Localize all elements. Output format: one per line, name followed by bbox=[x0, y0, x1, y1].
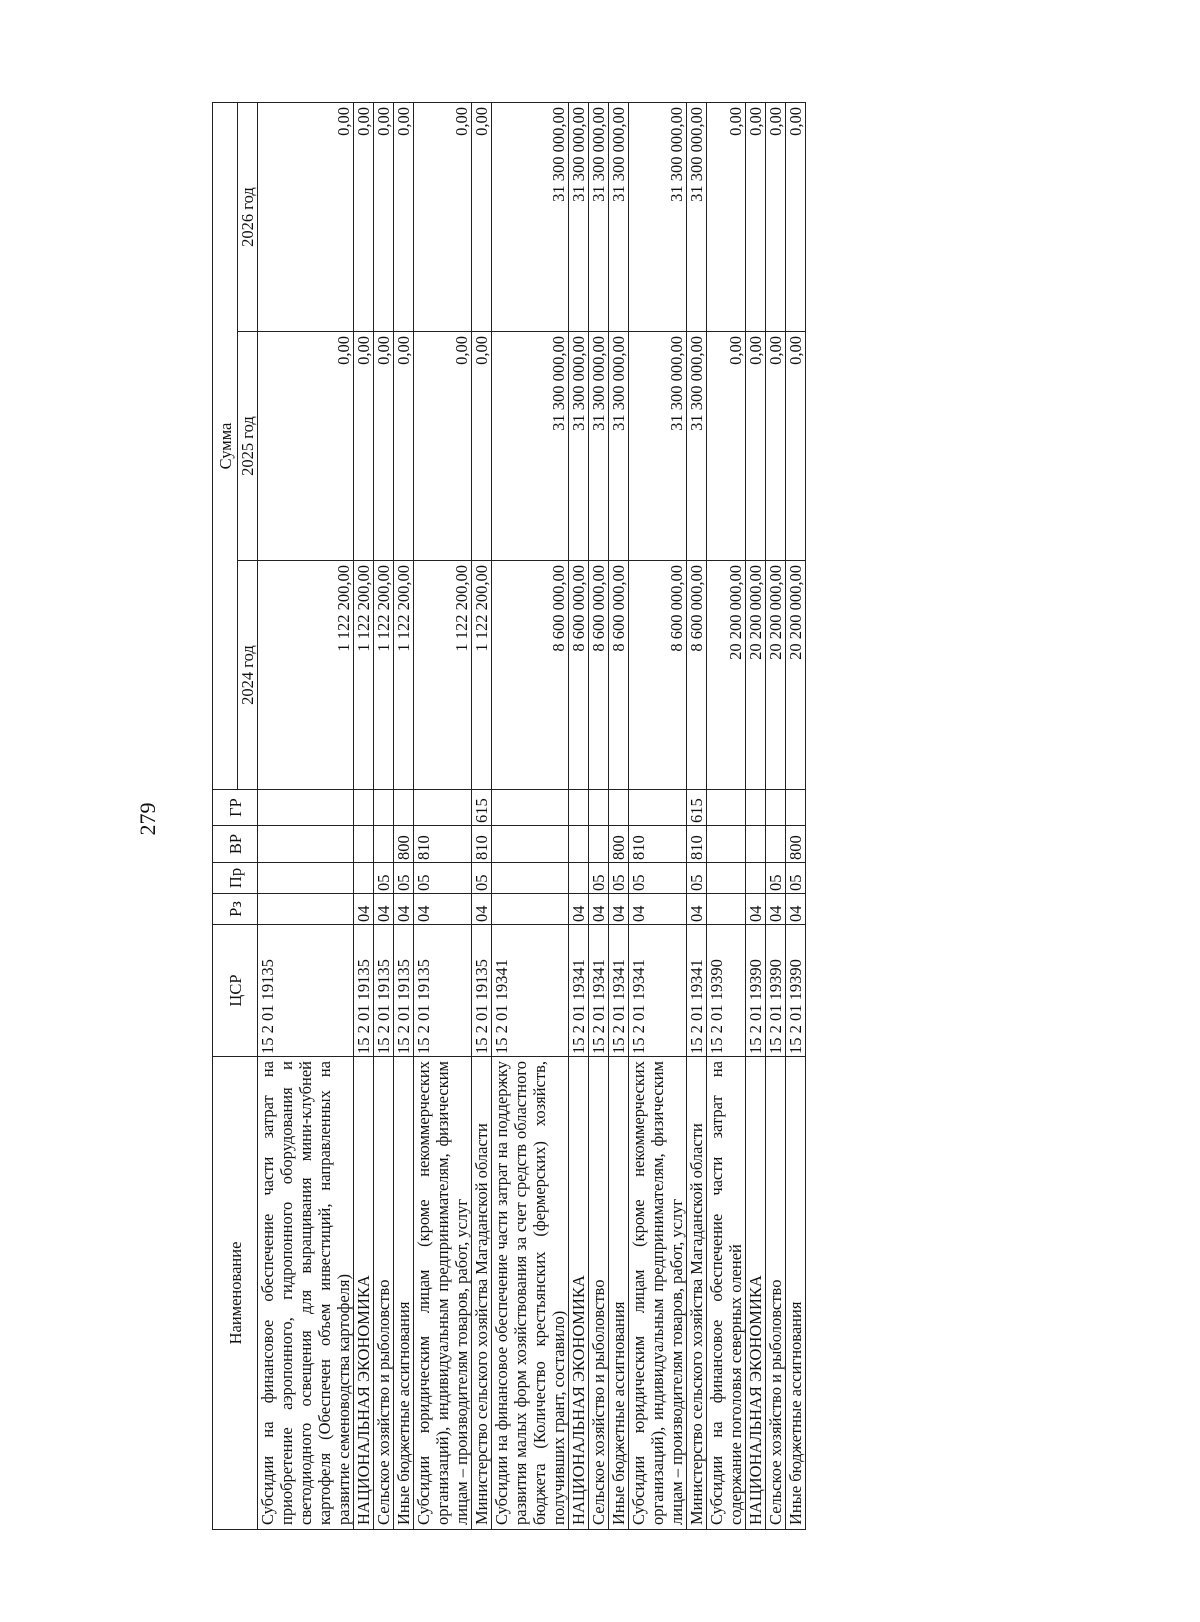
row-sum-2024: 20 200 000,00 bbox=[766, 561, 786, 790]
row-sum-2025: 0,00 bbox=[472, 332, 492, 561]
row-rz bbox=[258, 894, 354, 925]
row-sum-2024: 1 122 200,00 bbox=[258, 561, 354, 790]
row-csr: 15 2 01 19341 bbox=[609, 925, 629, 1057]
row-vr bbox=[707, 826, 746, 863]
table-row bbox=[707, 103, 746, 1530]
row-sum-2024: 20 200 000,00 bbox=[707, 561, 746, 790]
row-sum-2024: 8 600 000,00 bbox=[687, 561, 707, 790]
table-row bbox=[786, 103, 806, 1530]
row-sum-2025: 31 300 000,00 bbox=[589, 332, 609, 561]
row-sum-2024: 1 122 200,00 bbox=[414, 561, 472, 790]
row-sum-2025: 0,00 bbox=[786, 332, 806, 561]
row-sum-2024: 8 600 000,00 bbox=[609, 561, 629, 790]
row-gr bbox=[258, 790, 354, 826]
header-rz: Рз bbox=[213, 894, 258, 925]
page-number: 279 bbox=[135, 802, 160, 836]
row-gr bbox=[746, 790, 766, 826]
row-csr: 15 2 01 19135 bbox=[414, 925, 472, 1057]
row-vr bbox=[589, 826, 609, 863]
row-gr bbox=[374, 790, 394, 826]
header-name: Наименование bbox=[213, 1057, 258, 1530]
row-gr bbox=[354, 790, 374, 826]
row-sum-2026: 0,00 bbox=[746, 103, 766, 332]
table-row bbox=[258, 103, 354, 1530]
row-csr: 15 2 01 19341 bbox=[629, 925, 687, 1057]
table-row bbox=[687, 103, 707, 1530]
row-sum-2024: 8 600 000,00 bbox=[629, 561, 687, 790]
header-year-2025: 2025 год bbox=[238, 332, 258, 561]
row-vr bbox=[354, 826, 374, 863]
row-rz: 04 bbox=[766, 894, 786, 925]
row-sum-2024: 20 200 000,00 bbox=[746, 561, 766, 790]
row-sum-2024: 8 600 000,00 bbox=[589, 561, 609, 790]
table-row bbox=[354, 103, 374, 1530]
row-sum-2026: 0,00 bbox=[394, 103, 414, 332]
row-sum-2026: 0,00 bbox=[414, 103, 472, 332]
row-csr: 15 2 01 19341 bbox=[492, 925, 569, 1057]
row-sum-2024: 20 200 000,00 bbox=[786, 561, 806, 790]
row-rz: 04 bbox=[746, 894, 766, 925]
row-sum-2025: 31 300 000,00 bbox=[687, 332, 707, 561]
row-name: НАЦИОНАЛЬНАЯ ЭКОНОМИКА bbox=[746, 1057, 766, 1530]
row-sum-2026: 0,00 bbox=[472, 103, 492, 332]
header-year-2024: 2024 год bbox=[238, 561, 258, 790]
row-gr bbox=[569, 790, 589, 826]
row-sum-2025: 0,00 bbox=[374, 332, 394, 561]
row-csr: 15 2 01 19135 bbox=[354, 925, 374, 1057]
row-pr: 05 bbox=[786, 863, 806, 894]
row-gr bbox=[629, 790, 687, 826]
table-row bbox=[472, 103, 492, 1530]
table-body bbox=[258, 103, 806, 1530]
row-pr: 05 bbox=[629, 863, 687, 894]
table-row bbox=[609, 103, 629, 1530]
row-name: Иные бюджетные ассигнования bbox=[786, 1057, 806, 1530]
row-sum-2026: 0,00 bbox=[707, 103, 746, 332]
row-sum-2025: 0,00 bbox=[258, 332, 354, 561]
row-csr: 15 2 01 19135 bbox=[394, 925, 414, 1057]
row-gr bbox=[394, 790, 414, 826]
row-pr: 05 bbox=[394, 863, 414, 894]
row-csr: 15 2 01 19390 bbox=[746, 925, 766, 1057]
table-row bbox=[569, 103, 589, 1530]
row-pr: 05 bbox=[766, 863, 786, 894]
row-sum-2024: 1 122 200,00 bbox=[354, 561, 374, 790]
header-row-top bbox=[213, 103, 238, 1530]
table-row bbox=[394, 103, 414, 1530]
row-sum-2025: 0,00 bbox=[394, 332, 414, 561]
row-csr: 15 2 01 19341 bbox=[589, 925, 609, 1057]
table-row bbox=[629, 103, 687, 1530]
row-rz: 04 bbox=[394, 894, 414, 925]
row-vr: 810 bbox=[472, 826, 492, 863]
row-rz: 04 bbox=[374, 894, 394, 925]
row-pr: 05 bbox=[414, 863, 472, 894]
row-csr: 15 2 01 19390 bbox=[786, 925, 806, 1057]
table-row bbox=[492, 103, 569, 1530]
row-sum-2024: 1 122 200,00 bbox=[374, 561, 394, 790]
row-name: Субсидии юридическим лицам (кроме некоммерческих организаций), индивидуальным предпринимателям, физическим лицам – производителям товаров, работ, услуг bbox=[629, 1057, 687, 1530]
row-vr: 810 bbox=[629, 826, 687, 863]
row-name: Сельское хозяйство и рыболовство bbox=[374, 1057, 394, 1530]
row-gr bbox=[786, 790, 806, 826]
header-gr: ГР bbox=[213, 790, 258, 826]
row-sum-2024: 1 122 200,00 bbox=[472, 561, 492, 790]
table-row bbox=[589, 103, 609, 1530]
row-vr bbox=[569, 826, 589, 863]
row-sum-2026: 0,00 bbox=[354, 103, 374, 332]
row-name: Сельское хозяйство и рыболовство bbox=[589, 1057, 609, 1530]
row-sum-2025: 0,00 bbox=[707, 332, 746, 561]
row-gr bbox=[766, 790, 786, 826]
row-sum-2024: 8 600 000,00 bbox=[492, 561, 569, 790]
row-name: Министерство сельского хозяйства Магаданской области bbox=[687, 1057, 707, 1530]
row-sum-2026: 31 300 000,00 bbox=[609, 103, 629, 332]
row-csr: 15 2 01 19135 bbox=[258, 925, 354, 1057]
row-vr bbox=[492, 826, 569, 863]
table-row bbox=[746, 103, 766, 1530]
budget-table bbox=[212, 102, 806, 1530]
row-pr bbox=[569, 863, 589, 894]
row-csr: 15 2 01 19390 bbox=[707, 925, 746, 1057]
row-sum-2026: 0,00 bbox=[766, 103, 786, 332]
header-csr: ЦСР bbox=[213, 925, 258, 1057]
row-csr: 15 2 01 19135 bbox=[472, 925, 492, 1057]
row-csr: 15 2 01 19341 bbox=[569, 925, 589, 1057]
row-rz: 04 bbox=[472, 894, 492, 925]
row-vr: 800 bbox=[786, 826, 806, 863]
row-csr: 15 2 01 19390 bbox=[766, 925, 786, 1057]
row-sum-2025: 0,00 bbox=[766, 332, 786, 561]
row-rz: 04 bbox=[589, 894, 609, 925]
row-sum-2024: 1 122 200,00 bbox=[394, 561, 414, 790]
row-sum-2026: 31 300 000,00 bbox=[589, 103, 609, 332]
row-sum-2024: 8 600 000,00 bbox=[569, 561, 589, 790]
header-year-2026: 2026 год bbox=[238, 103, 258, 332]
table-row bbox=[414, 103, 472, 1530]
row-vr bbox=[374, 826, 394, 863]
row-name: Субсидии на финансовое обеспечение части затрат на приобретение аэропонного, гидропонного оборудования и светодиодного освещения для выращивания мини-клубней картофеля (Обеспечен объем инвестиций, направленных на развитие семеноводства картофеля) bbox=[258, 1057, 354, 1530]
row-sum-2026: 31 300 000,00 bbox=[569, 103, 589, 332]
row-sum-2025: 31 300 000,00 bbox=[629, 332, 687, 561]
row-name: Иные бюджетные ассигнования bbox=[394, 1057, 414, 1530]
row-rz: 04 bbox=[609, 894, 629, 925]
row-pr: 05 bbox=[609, 863, 629, 894]
row-vr: 810 bbox=[687, 826, 707, 863]
row-gr bbox=[414, 790, 472, 826]
row-vr bbox=[746, 826, 766, 863]
row-name: Сельское хозяйство и рыболовство bbox=[766, 1057, 786, 1530]
row-sum-2026: 0,00 bbox=[258, 103, 354, 332]
row-vr bbox=[766, 826, 786, 863]
row-gr bbox=[609, 790, 629, 826]
row-pr: 05 bbox=[374, 863, 394, 894]
header-pr: Пр bbox=[213, 863, 258, 894]
row-sum-2026: 31 300 000,00 bbox=[492, 103, 569, 332]
row-sum-2026: 31 300 000,00 bbox=[629, 103, 687, 332]
row-sum-2026: 0,00 bbox=[786, 103, 806, 332]
row-gr: 615 bbox=[687, 790, 707, 826]
row-rz bbox=[492, 894, 569, 925]
row-sum-2025: 0,00 bbox=[354, 332, 374, 561]
row-gr bbox=[492, 790, 569, 826]
row-name: НАЦИОНАЛЬНАЯ ЭКОНОМИКА bbox=[354, 1057, 374, 1530]
row-name: НАЦИОНАЛЬНАЯ ЭКОНОМИКА bbox=[569, 1057, 589, 1530]
row-pr: 05 bbox=[687, 863, 707, 894]
rotated-table-container bbox=[212, 103, 1055, 1530]
row-rz: 04 bbox=[569, 894, 589, 925]
row-vr: 810 bbox=[414, 826, 472, 863]
row-sum-2025: 0,00 bbox=[414, 332, 472, 561]
header-vr: ВР bbox=[213, 826, 258, 863]
row-pr bbox=[492, 863, 569, 894]
row-vr: 800 bbox=[609, 826, 629, 863]
row-name: Министерство сельского хозяйства Магаданской области bbox=[472, 1057, 492, 1530]
header-sum: Сумма bbox=[213, 103, 238, 790]
row-gr: 615 bbox=[472, 790, 492, 826]
row-pr bbox=[354, 863, 374, 894]
row-rz: 04 bbox=[354, 894, 374, 925]
row-rz: 04 bbox=[414, 894, 472, 925]
row-csr: 15 2 01 19135 bbox=[374, 925, 394, 1057]
row-pr bbox=[746, 863, 766, 894]
row-vr: 800 bbox=[394, 826, 414, 863]
row-pr: 05 bbox=[472, 863, 492, 894]
row-sum-2025: 31 300 000,00 bbox=[492, 332, 569, 561]
row-csr: 15 2 01 19341 bbox=[687, 925, 707, 1057]
row-pr: 05 bbox=[589, 863, 609, 894]
row-gr bbox=[589, 790, 609, 826]
row-vr bbox=[258, 826, 354, 863]
row-pr bbox=[258, 863, 354, 894]
table-row bbox=[374, 103, 394, 1530]
row-sum-2025: 31 300 000,00 bbox=[609, 332, 629, 561]
row-rz bbox=[707, 894, 746, 925]
row-name: Субсидии на финансовое обеспечение части затрат на поддержку развития малых форм хозяйствования за счет средств областного бюджета (Количество крестьянских (фермерских) хозяйств, получивших грант, составило) bbox=[492, 1057, 569, 1530]
row-sum-2025: 0,00 bbox=[746, 332, 766, 561]
row-pr bbox=[707, 863, 746, 894]
row-rz: 04 bbox=[687, 894, 707, 925]
row-sum-2026: 31 300 000,00 bbox=[687, 103, 707, 332]
table-row bbox=[766, 103, 786, 1530]
row-sum-2025: 31 300 000,00 bbox=[569, 332, 589, 561]
row-gr bbox=[707, 790, 746, 826]
row-rz: 04 bbox=[629, 894, 687, 925]
row-sum-2026: 0,00 bbox=[374, 103, 394, 332]
row-name: Субсидии на финансовое обеспечение части затрат на содержание поголовья северных оленей bbox=[707, 1057, 746, 1530]
row-rz: 04 bbox=[786, 894, 806, 925]
row-name: Субсидии юридическим лицам (кроме некоммерческих организаций), индивидуальным предпринимателям, физическим лицам – производителям товаров, работ, услуг bbox=[414, 1057, 472, 1530]
row-name: Иные бюджетные ассигнования bbox=[609, 1057, 629, 1530]
